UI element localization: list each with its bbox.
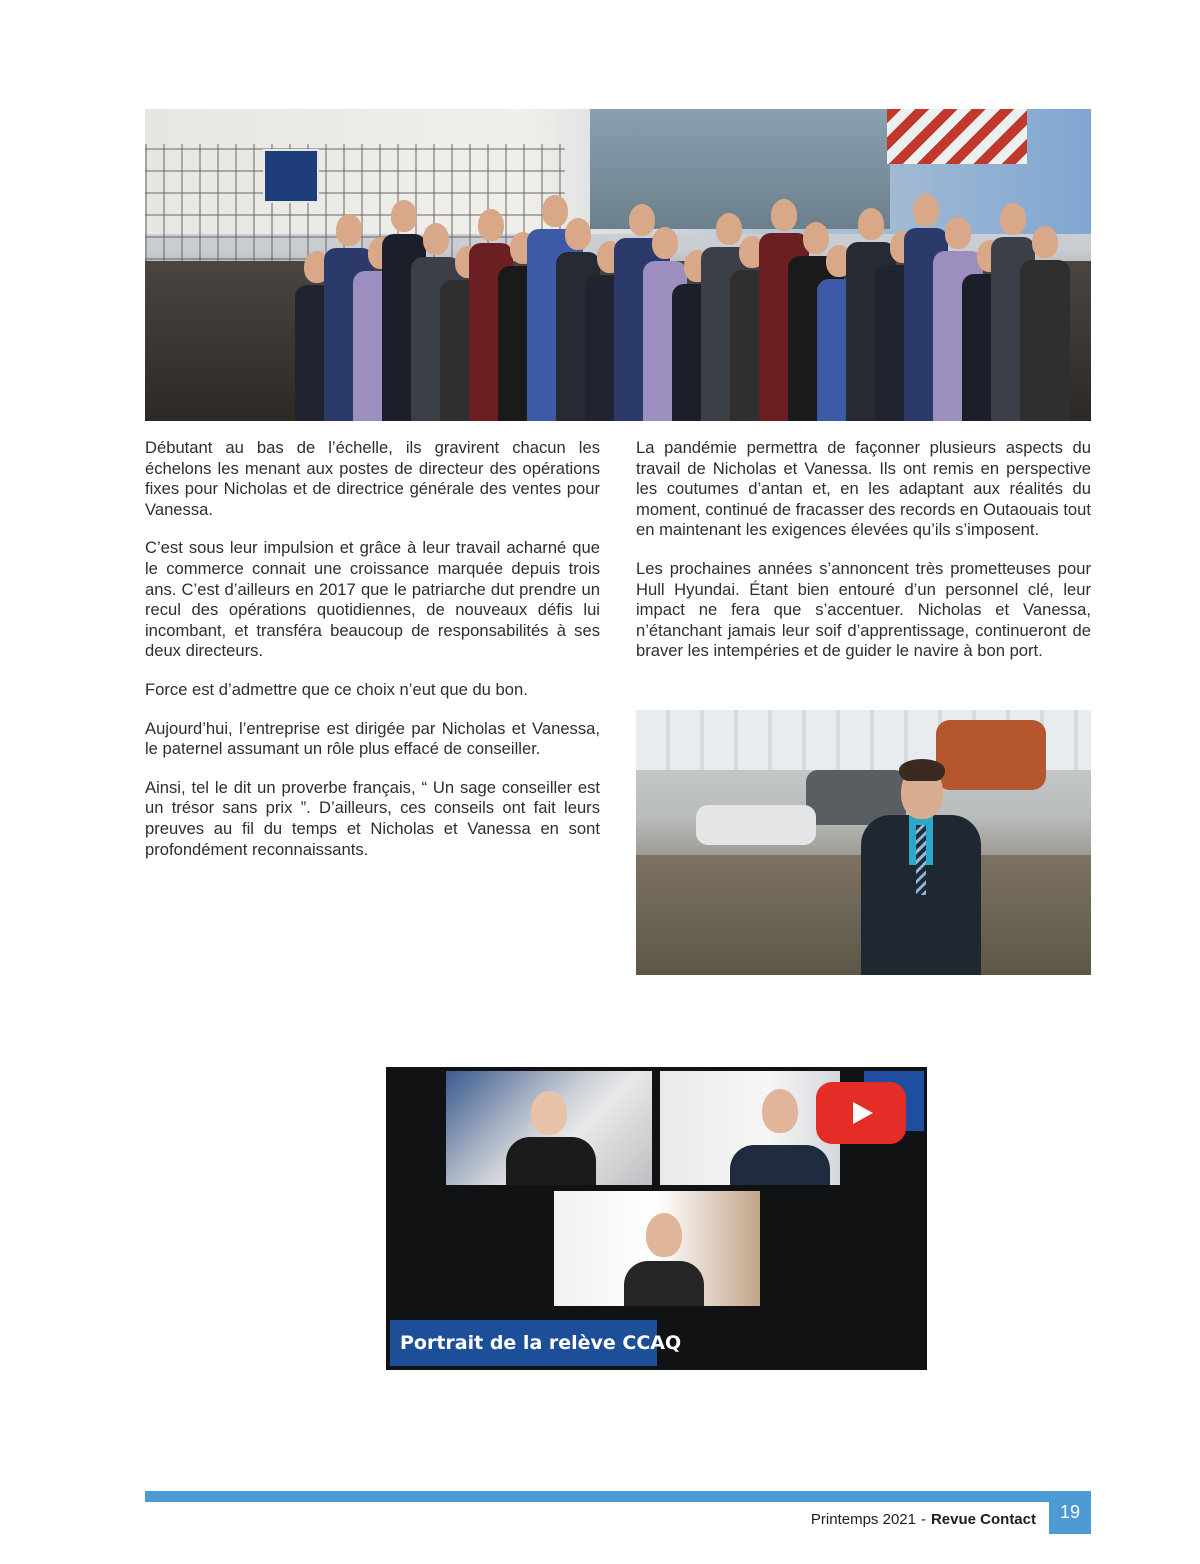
video-participant-tile	[554, 1191, 760, 1306]
team-group-photo	[145, 109, 1091, 421]
photo-banner	[887, 109, 1027, 164]
video-participant-tile	[446, 1071, 652, 1185]
person-silhouette	[1020, 226, 1070, 421]
footer-magazine-title: Revue Contact	[930, 1511, 1036, 1528]
footer-publication	[811, 1510, 1036, 1530]
paragraph: Les prochaines années s’annoncent très prometteuses pour Hull Hyundai. Étant bien entouré d’un personnel clé, leur impact ne fera que s’accentuer. Nicholas et Vanessa, n’étanchant jamais leur soif d’apprentissage, continueront de braver les intempéries et de guider le navire à bon port.	[636, 558, 1091, 661]
footer-season: Printemps 2021	[810, 1511, 916, 1528]
man-in-suit	[861, 745, 981, 975]
left-text-column	[145, 438, 600, 878]
video-thumbnail[interactable]	[386, 1067, 927, 1370]
paragraph: La pandémie permettra de façonner plusieurs aspects du travail de Nicholas et Vanessa. Ils ont remis en perspective les coutumes d’antan et, en les adaptant aux réalités du moment, continué de fracasser des records en Outaouais tout en maintenant les exigences élevées qu’ils s’imposent.	[636, 438, 1091, 540]
right-text-column	[636, 438, 1091, 680]
page-number: 19	[1049, 1491, 1091, 1534]
garage-portrait-photo	[636, 710, 1091, 975]
footer-accent-bar	[145, 1491, 1091, 1502]
parked-car	[696, 805, 816, 845]
photo-crowd	[295, 171, 1065, 421]
video-participant-tile	[660, 1071, 840, 1185]
paragraph: Force est d’admettre que ce choix n’eut que du bon.	[145, 679, 528, 699]
paragraph: Aujourd’hui, l’entreprise est dirigée par Nicholas et Vanessa, le paternel assumant un rôle plus effacé de conseiller.	[145, 718, 600, 759]
paragraph: Ainsi, tel le dit un proverbe français, “ Un sage conseiller est un trésor sans prix ”. D’ailleurs, ces conseils ont fait leurs preuves au fil du temps et Nicholas et Vanessa en sont profondément reconnaissants.	[145, 777, 600, 859]
youtube-play-icon[interactable]	[816, 1082, 906, 1144]
paragraph: Débutant au bas de l’échelle, ils gravirent chacun les échelons les menant aux postes de directeur des opérations fixes pour Nicholas et de directrice générale des ventes pour Vanessa.	[145, 438, 600, 519]
footer-separator: -	[920, 1511, 926, 1528]
paragraph: C’est sous leur impulsion et grâce à leur travail acharné que le commerce connait une croissance marquée depuis trois ans. C’est d’ailleurs en 2017 que le patriarche dut prendre un recul des opérations quotidiennes, de nouveaux défis lui incombant, et transféra beaucoup de responsabilités à ses deux directeurs.	[145, 538, 600, 661]
video-caption: Portrait de la relève CCAQ	[390, 1320, 657, 1366]
